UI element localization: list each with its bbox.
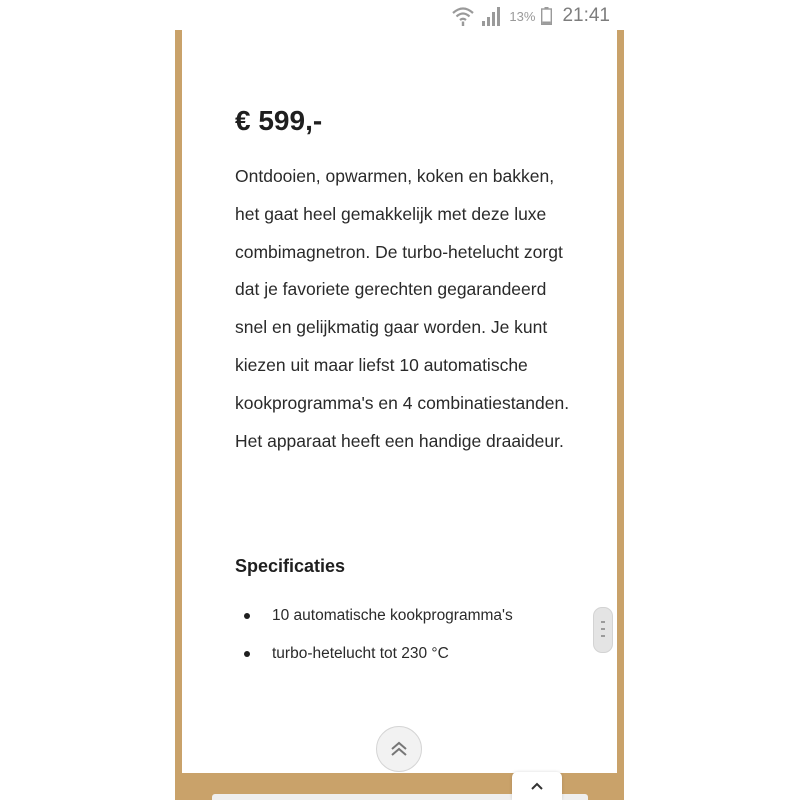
status-time: 21:41: [562, 5, 610, 26]
bullet-icon: [244, 613, 250, 619]
battery-percentage: 13%: [509, 8, 536, 24]
spec-item: [235, 602, 513, 640]
product-description: Ontdooien, opwarmen, koken en bakken, het gaat heel gemakkelijk met deze luxe combimagnetron. De turbo-hetelucht zorgt dat je favoriete gerechten gegarandeerd snel en gelijkmatig gaar worden. Je kunt kiezen uit maar liefst 10 automatische kookprogramma's en 4 combinatiestanden. Het apparaat heeft een handige draaideur.: [235, 166, 570, 451]
specifications-heading: Specificaties: [235, 556, 346, 576]
scroll-handle[interactable]: [593, 607, 613, 653]
wifi-icon: [451, 5, 475, 27]
grip-line: [601, 628, 605, 630]
spec-item: [235, 640, 513, 678]
grip-line: [601, 635, 605, 637]
specifications-list: [235, 602, 513, 678]
spec-item-label: 10 automatische kookprogramma's: [272, 607, 513, 624]
bullet-icon: [244, 651, 250, 657]
expand-toolbar-button[interactable]: [512, 772, 562, 800]
double-chevron-up-icon: [389, 741, 409, 757]
battery-icon: [541, 7, 552, 25]
product-page: [182, 30, 617, 773]
frame-right-border: [617, 30, 624, 800]
scroll-to-top-button[interactable]: [376, 726, 422, 772]
chevron-up-icon: [530, 781, 544, 791]
product-price: € 599,-: [235, 105, 323, 136]
signal-icon: [481, 6, 503, 26]
grip-line: [601, 621, 605, 623]
frame-left-border: [175, 30, 182, 800]
spec-item-label: turbo-hetelucht tot 230 °C: [272, 645, 449, 662]
status-bar: [0, 0, 800, 32]
status-icons: [451, 5, 610, 27]
